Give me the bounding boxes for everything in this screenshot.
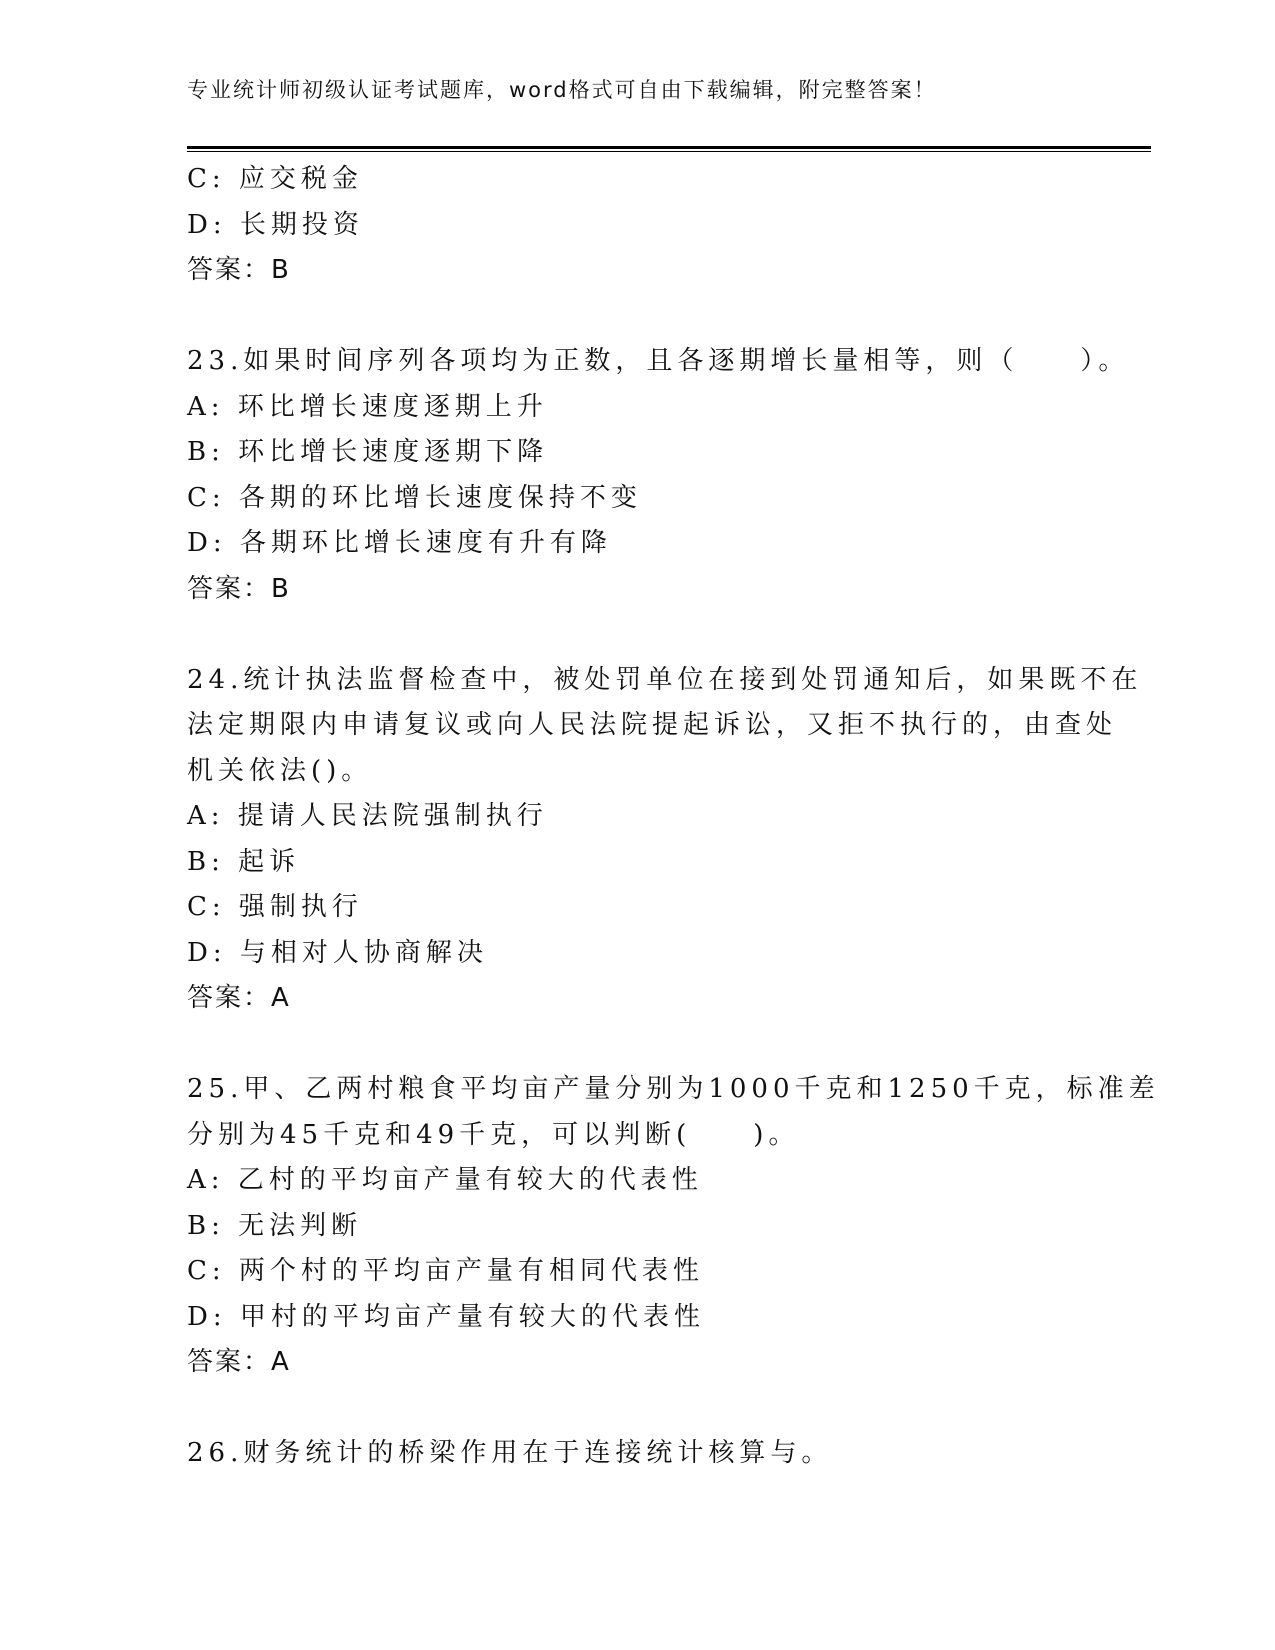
option-a: A: 乙村的平均亩产量有较大的代表性 <box>187 1165 703 1195</box>
option-c: C: 各期的环比增长速度保持不变 <box>187 482 642 513</box>
option-d: D: 各期环比增长速度有升有降 <box>187 528 612 558</box>
option-c: C: 应交税金 <box>187 164 363 194</box>
page-header: 专业统计师初级认证考试题库，word格式可自由下载编辑，附完整答案！ <box>187 78 937 102</box>
option-c: C: 强制执行 <box>187 892 363 922</box>
answer: 答案：A <box>187 1347 291 1377</box>
option-a: A: 提请人民法院强制执行 <box>187 801 548 831</box>
option-b: B: 无法判断 <box>187 1210 363 1241</box>
option-d: D: 长期投资 <box>187 209 364 240</box>
option-c: C: 两个村的平均亩产量有相同代表性 <box>187 1256 704 1286</box>
option-b: B: 起诉 <box>187 846 301 877</box>
answer: 答案：B <box>187 573 291 604</box>
question-25-text: 分别为45千克和49千克，可以判断( )。 <box>187 1119 800 1150</box>
header-rule-thin <box>187 151 1151 152</box>
question-list <box>187 157 1160 1477</box>
question-24-text: 法定期限内申请复议或向人民法院提起诉讼，又拒不执行的，由查处 <box>187 710 1118 740</box>
question-24-text: 机关依法()。 <box>187 755 373 786</box>
question-26-text: 26.财务统计的桥梁作用在于连接统计核算与。 <box>187 1438 833 1468</box>
option-a: A: 环比增长速度逐期上升 <box>187 391 548 422</box>
option-d: D: 与相对人协商解决 <box>187 937 488 968</box>
question-25-text: 25.甲、乙两村粮食平均亩产量分别为1000千克和1250千克，标准差 <box>187 1074 1160 1104</box>
question-24-text: 24.统计执法监督检查中，被处罚单位在接到处罚通知后，如果既不在 <box>187 664 1143 695</box>
option-b: B: 环比增长速度逐期下降 <box>187 437 549 467</box>
question-23-text: 23.如果时间序列各项均为正数，且各逐期增长量相等，则（ ）。 <box>187 346 1130 376</box>
header-rule-thick <box>187 146 1151 149</box>
option-d: D: 甲村的平均亩产量有较大的代表性 <box>187 1301 705 1332</box>
answer: 答案：A <box>187 983 291 1013</box>
answer: 答案：B <box>187 255 291 285</box>
